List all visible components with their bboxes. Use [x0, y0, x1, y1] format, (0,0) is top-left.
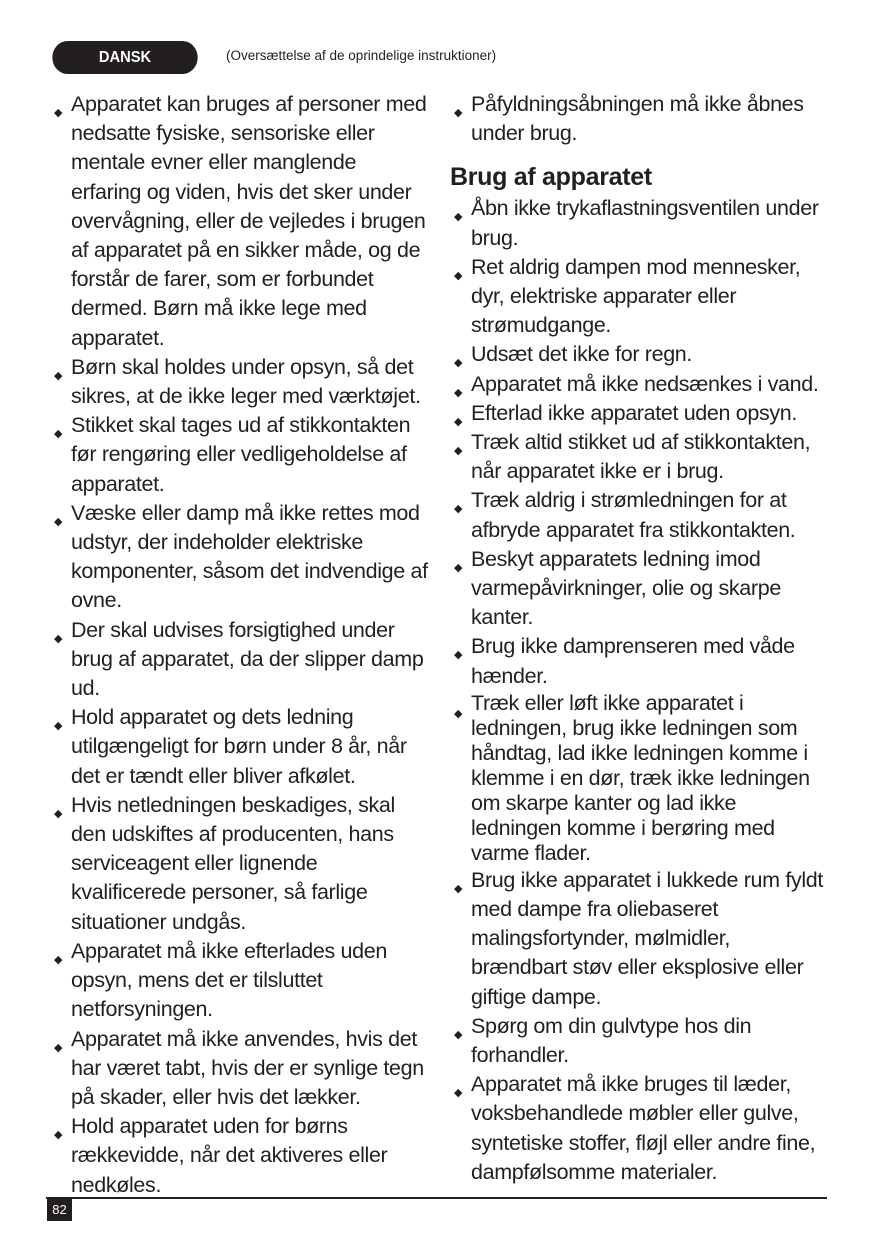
diamond-bullet-icon: ◆: [454, 882, 463, 895]
diamond-bullet-icon: ◆: [54, 1041, 63, 1054]
list-item-text: Træk eller løft ikke apparatet i ledningen, brug ikke ledningen som håndtag, lad ikke ledningen komme i klemme i en dør, træk ikke ledningen om skarpe kanter og lad ikke ledningen komme i berøring med varme flader.: [471, 690, 810, 865]
diamond-bullet-icon: ◆: [54, 807, 63, 820]
list-item: [452, 545, 830, 633]
page-number: 82: [47, 1198, 72, 1221]
diamond-bullet-icon: ◆: [454, 561, 463, 574]
diamond-bullet-icon: ◆: [54, 953, 63, 966]
list-item-text: Stikket skal tages ud af stikkontakten før rengøring eller vedligeholdelse af apparatet.: [71, 413, 411, 496]
list-item: [452, 428, 830, 486]
diamond-bullet-icon: ◆: [54, 369, 63, 382]
list-item: [52, 411, 430, 499]
list-item: [452, 1012, 830, 1070]
diamond-bullet-icon: ◆: [54, 1129, 63, 1142]
diamond-bullet-icon: ◆: [454, 707, 463, 720]
list-item: [52, 791, 430, 937]
diamond-bullet-icon: ◆: [454, 386, 463, 399]
list-item: [452, 691, 830, 866]
list-item-text: Udsæt det ikke for regn.: [471, 342, 693, 367]
list-item-text: Spørg om din gulvtype hos din forhandler.: [471, 1013, 752, 1068]
list-item: [452, 194, 830, 252]
list-item-text: Apparatet må ikke anvendes, hvis det har været tabt, hvis der er synlige tegn på skader, eller hvis det lækker.: [71, 1026, 424, 1109]
list-item-text: Påfyldningsåbningen må ikke åbnes under brug.: [471, 92, 804, 146]
list-item: [52, 499, 430, 616]
language-badge: DANSK: [52, 41, 197, 74]
list-item-text: Der skal udvises forsigtighed under brug af apparatet, da der slipper damp ud.: [71, 617, 424, 701]
list-item: [452, 340, 830, 369]
list-item: [452, 370, 830, 399]
diamond-bullet-icon: ◆: [454, 1028, 463, 1041]
list-item: [452, 399, 830, 428]
list-item-text: Børn skal holdes under opsyn, så det sikres, at de ikke leger med værktøjet.: [71, 354, 421, 409]
list-item-text: Brug ikke apparatet i lukkede rum fyldt med dampe fra oliebaseret malingsfortynder, mølmidler, brændbart støv eller eksplosive eller giftige dampe.: [471, 867, 824, 1009]
list-item: [452, 486, 830, 544]
diamond-bullet-icon: ◆: [54, 107, 63, 119]
diamond-bullet-icon: ◆: [454, 357, 463, 370]
list-item-text: Apparatet må ikke nedsænkes i vand.: [471, 371, 819, 396]
list-item-text: Apparatet kan bruges af personer med nedsatte fysiske, sensoriske eller mentale evner eller manglende erfaring og viden, hvis det sker under overvågning, eller de vejledes i brugen af apparatet på en sikker måde, og de forstår de farer, som er forbundet dermed. Børn må ikke lege med apparatet.: [71, 92, 427, 350]
right-column: [452, 90, 830, 1187]
list-item-text: Brug ikke damprenseren med våde hænder.: [471, 634, 795, 688]
list-item-text: Beskyt apparatets ledning imod varmepåvirkninger, olie og skarpe kanter.: [471, 546, 781, 630]
diamond-bullet-icon: ◆: [454, 1087, 463, 1100]
list-item: [452, 866, 830, 1012]
list-item: [452, 632, 830, 690]
list-item: [52, 937, 430, 1025]
translation-note: (Oversættelse af de oprindelige instruktioner): [226, 48, 497, 63]
diamond-bullet-icon: ◆: [54, 428, 63, 441]
list-item-text: Væske eller damp må ikke rettes mod udstyr, der indeholder elektriske komponenter, såsom det indvendige af ovne.: [71, 500, 428, 613]
list-item-text: Efterlad ikke apparatet uden opsyn.: [471, 400, 797, 425]
list-item: [52, 353, 430, 411]
list-item: [52, 1025, 430, 1113]
list-item-text: Apparatet må ikke bruges til læder, voksbehandlede møbler eller gulve, syntetiske stoffer, fløjl eller andre fine, dampfølsomme materialer.: [471, 1072, 816, 1184]
left-column: [52, 90, 430, 1200]
diamond-bullet-icon: ◆: [54, 720, 63, 733]
list-item-text: Åbn ikke trykaflastningsventilen under brug.: [471, 196, 819, 250]
usage-list: [452, 194, 830, 1187]
diamond-bullet-icon: ◆: [454, 107, 463, 119]
section-heading: Brug af apparatet: [450, 163, 652, 192]
diamond-bullet-icon: ◆: [454, 269, 463, 282]
diamond-bullet-icon: ◆: [54, 515, 63, 528]
list-item: [52, 1112, 430, 1200]
footer-divider: [46, 1197, 827, 1199]
list-item-text: Træk altid stikket ud af stikkontakten, når apparatet ikke er i brug.: [471, 430, 811, 484]
list-item-text: Hold apparatet uden for børns rækkevidde, når det aktiveres eller nedkøles.: [71, 1114, 388, 1197]
diamond-bullet-icon: ◆: [454, 445, 463, 458]
list-item: [52, 90, 430, 353]
diamond-bullet-icon: ◆: [454, 211, 463, 224]
diamond-bullet-icon: ◆: [454, 415, 463, 428]
list-item-text: Hvis netledningen beskadiges, skal den udskiftes af producenten, hans serviceagent eller lignende kvalificerede personer, så farlige situationer undgås.: [71, 792, 395, 934]
list-item: [52, 703, 430, 791]
list-item: [52, 616, 430, 704]
diamond-bullet-icon: ◆: [454, 503, 463, 516]
list-item-text: Ret aldrig dampen mod mennesker, dyr, elektriske apparater eller strømudgange.: [471, 254, 801, 338]
safety-list-left: [52, 90, 430, 1200]
list-item: [452, 1070, 830, 1187]
list-item-text: Træk aldrig i strømledningen for at afbryde apparatet fra stikkontakten.: [471, 488, 796, 542]
list-item-text: Apparatet må ikke efterlades uden opsyn, mens det er tilsluttet netforsyningen.: [71, 938, 387, 1022]
list-item-text: Hold apparatet og dets ledning utilgængeligt for børn under 8 år, når det er tændt eller bliver afkølet.: [71, 705, 407, 788]
list-item: [452, 253, 830, 341]
list-item: [452, 90, 830, 148]
diamond-bullet-icon: ◆: [454, 649, 463, 662]
safety-list-right-intro: [452, 90, 830, 148]
diamond-bullet-icon: ◆: [54, 632, 63, 645]
